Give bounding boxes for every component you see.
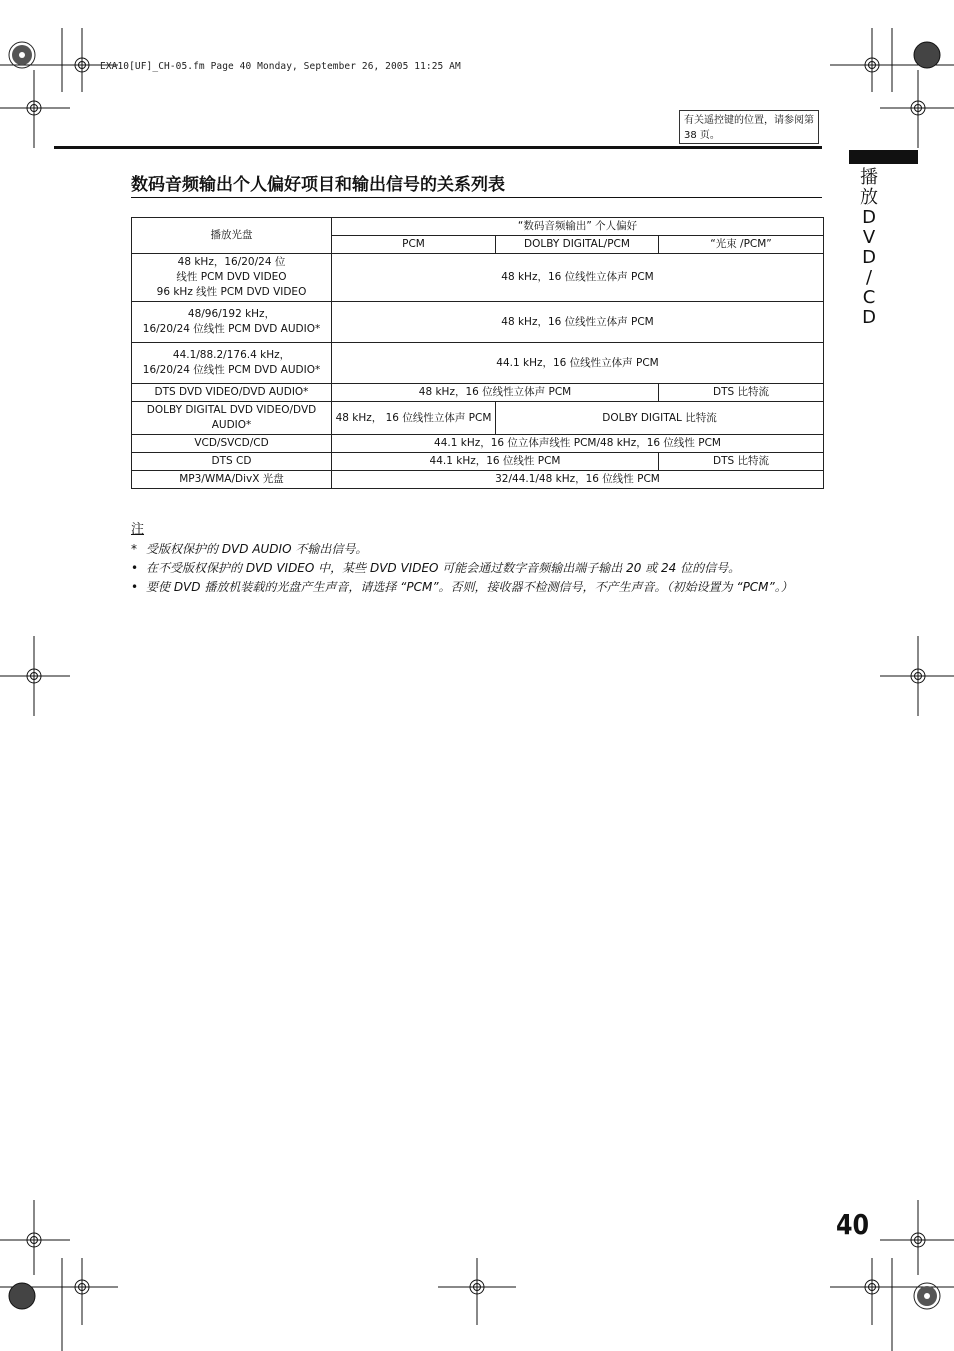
table-header-row (132, 218, 824, 236)
header-stream-pcm: “光束 /PCM” (659, 236, 824, 254)
side-tab-bar (849, 150, 918, 164)
side-tab-label: 播 放 D V D / C D (860, 167, 878, 328)
table-row (132, 402, 824, 435)
note-item: * 受版权保护的 DVD AUDIO 不输出信号。 (131, 542, 368, 556)
header-pcm: PCM (332, 236, 496, 254)
file-header: EXA10[UF]_CH-05.fm Page 40 Monday, September 26, 2005 11:25 AM (100, 61, 461, 72)
notes-section (131, 520, 831, 597)
output-cell: 48 kHz，16 位线性立体声 PCM (332, 302, 824, 343)
header-preference: “数码音频输出” 个人偏好 (332, 218, 824, 236)
disc-cell: VCD/SVCD/CD (132, 435, 332, 453)
output-cell: DTS 比特流 (659, 453, 824, 471)
output-cell: 48 kHz，16 位线性立体声 PCM (332, 384, 659, 402)
output-cell: DTS 比特流 (659, 384, 824, 402)
table-row (132, 254, 824, 302)
table-row (132, 453, 824, 471)
disc-cell: 48/96/192 kHz， 16/20/24 位线性 PCM DVD AUDIO* (132, 302, 332, 343)
disc-cell: DTS CD (132, 453, 332, 471)
output-cell: 32/44.1/48 kHz，16 位线性 PCM (332, 471, 824, 489)
page-number: 40 (836, 1208, 870, 1241)
header-disc: 播放光盘 (132, 218, 332, 254)
output-cell: 44.1 kHz，16 位线性 PCM (332, 453, 659, 471)
table-row (132, 471, 824, 489)
note-item: • 在不受版权保护的 DVD VIDEO 中，某些 DVD VIDEO 可能会通过数字音频输出端子输出 20 或 24 位的信号。 (131, 561, 741, 575)
notes-title: 注 (131, 522, 145, 537)
table-row (132, 302, 824, 343)
disc-cell: 48 kHz，16/20/24 位 线性 PCM DVD VIDEO 96 kHz 线性 PCM DVD VIDEO (132, 254, 332, 302)
output-cell: DOLBY DIGITAL 比特流 (496, 402, 824, 435)
reference-note: 有关遥控键的位置，请参阅第 38 页。 (679, 110, 819, 144)
header-dolby-pcm: DOLBY DIGITAL/PCM (496, 236, 659, 254)
disc-cell: MP3/WMA/DivX 光盘 (132, 471, 332, 489)
disc-cell: DTS DVD VIDEO/DVD AUDIO* (132, 384, 332, 402)
note-item: • 要使 DVD 播放机装载的光盘产生声音，请选择 “PCM”。否则，接收器不检测信号，不产生声音。（初始设置为 “PCM”。） (131, 580, 793, 594)
output-cell: 48 kHz，16 位线性立体声 PCM (332, 254, 824, 302)
output-cell: 44.1 kHz，16 位线性立体声 PCM (332, 343, 824, 384)
top-rule (54, 146, 822, 149)
disc-cell: 44.1/88.2/176.4 kHz， 16/20/24 位线性 PCM DVD AUDIO* (132, 343, 332, 384)
table-row (132, 384, 824, 402)
output-cell: 48 kHz， 16 位线性立体声 PCM (332, 402, 496, 435)
table-row (132, 343, 824, 384)
disc-cell: DOLBY DIGITAL DVD VIDEO/DVD AUDIO* (132, 402, 332, 435)
table-row (132, 435, 824, 453)
output-signal-table (131, 217, 824, 489)
output-cell: 44.1 kHz，16 位立体声线性 PCM/48 kHz，16 位线性 PCM (332, 435, 824, 453)
section-title: 数码音频输出个人偏好项目和输出信号的关系列表 (131, 170, 822, 198)
